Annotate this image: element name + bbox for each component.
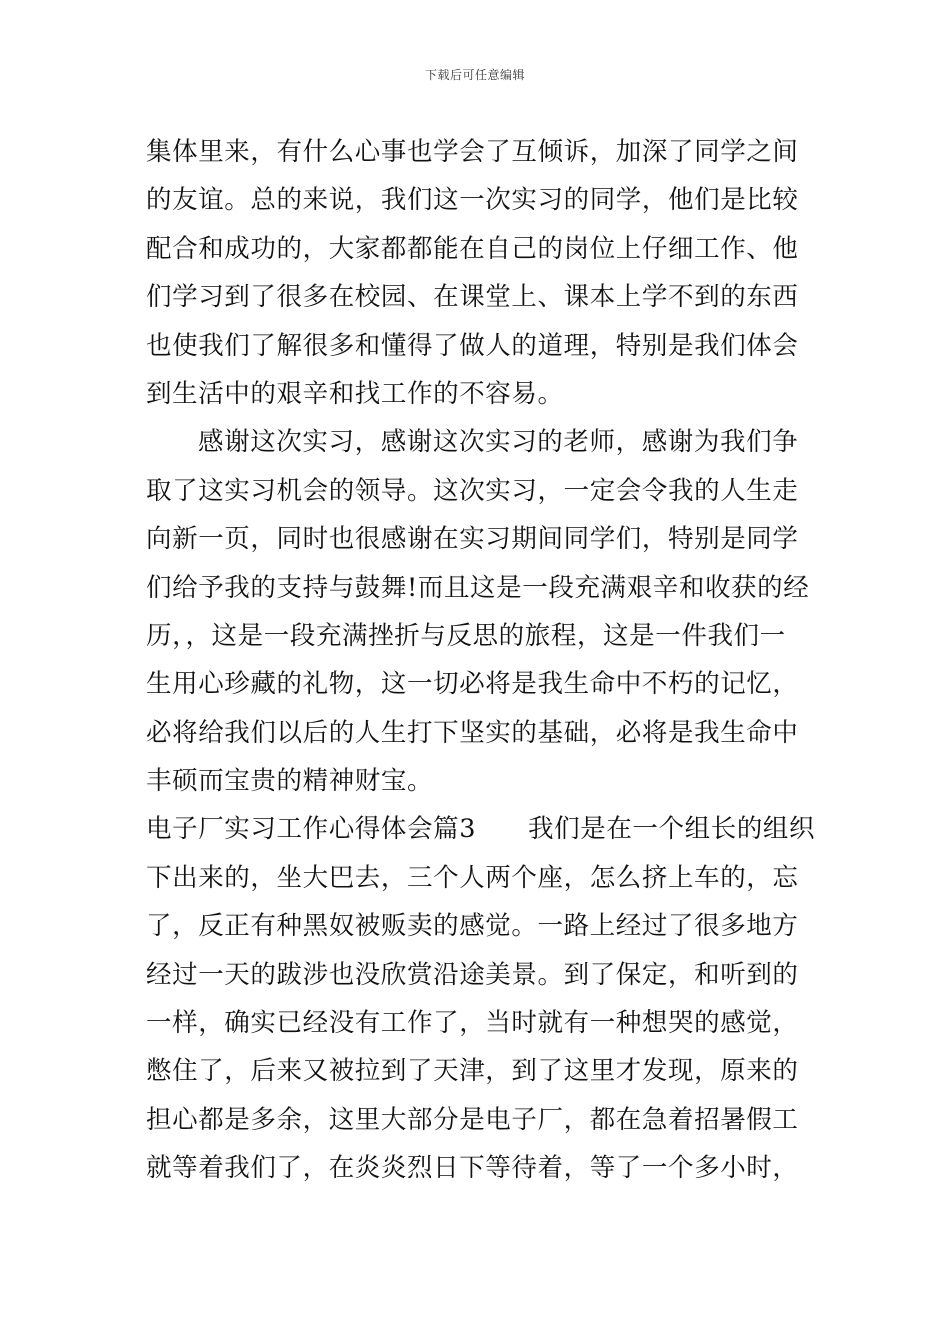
text-line: 就等着我们了，在炎炎烈日下等待着，等了一个多小时， [146,1153,799,1184]
text-line: 的友谊。总的来说，我们这一次实习的同学，他们是比较 [146,185,799,216]
text-line: 们给予我的支持与鼓舞!而且这是一段充满艰辛和收获的经 [146,572,810,603]
section-first-text: 我们是在一个组长的组织 [528,814,816,845]
text-line: 到生活中的艰辛和找工作的不容易。 [146,378,564,409]
text-line: 下出来的，坐大巴去，三个人两个座，怎么挤上车的，忘 [146,862,799,893]
body-text [146,128,816,1193]
text-line: 必将给我们以后的人生打下坚实的基础，必将是我生命中 [146,717,799,748]
text-line: 也使我们了解很多和懂得了做人的道理，特别是我们体会 [146,330,799,361]
text-line: 丰硕而宝贵的精神财宝。 [146,766,434,797]
text-line: 向新一页，同时也很感谢在实习期间同学们，特别是同学 [146,524,799,555]
text-line: 一样，确实已经没有工作了，当时就有一种想哭的感觉， [146,1008,799,1039]
text-line: 历，，这是一段充满挫折与反思的旅程，这是一件我们一 [146,620,786,651]
text-line: 配合和成功的，大家都都能在自己的岗位上仔细工作、他 [146,233,799,264]
text-line: 了，反正有种黑奴被贩卖的感觉。一路上经过了很多地方 [146,911,799,942]
text-line: 生用心珍藏的礼物，这一切必将是我生命中不朽的记忆， [146,669,799,700]
text-line: 取了这实习机会的领导。这次实习，一定会令我的人生走 [146,475,799,506]
section-title: 电子厂实习工作心得体会篇3 [146,814,477,845]
header-note: 下载后可任意编辑 [424,68,525,82]
section-heading-line [146,805,816,853]
text-line: 经过一天的跋涉也没欣赏沿途美景。到了保定，和听到的 [146,959,799,990]
text-line: 担心都是多余，这里大部分是电子厂，都在急着招暑假工 [146,1104,799,1135]
paragraph-start-line: 感谢这次实习，感谢这次实习的老师，感谢为我们争 [198,427,799,458]
text-line: 集体里来，有什么心事也学会了互倾诉，加深了同学之间 [146,137,799,167]
text-line: 憋住了，后来又被拉到了天津，到了这里才发现，原来的 [146,1056,799,1087]
text-line: 们学习到了很多在校园、在课堂上、课本上学不到的东西 [146,282,799,313]
